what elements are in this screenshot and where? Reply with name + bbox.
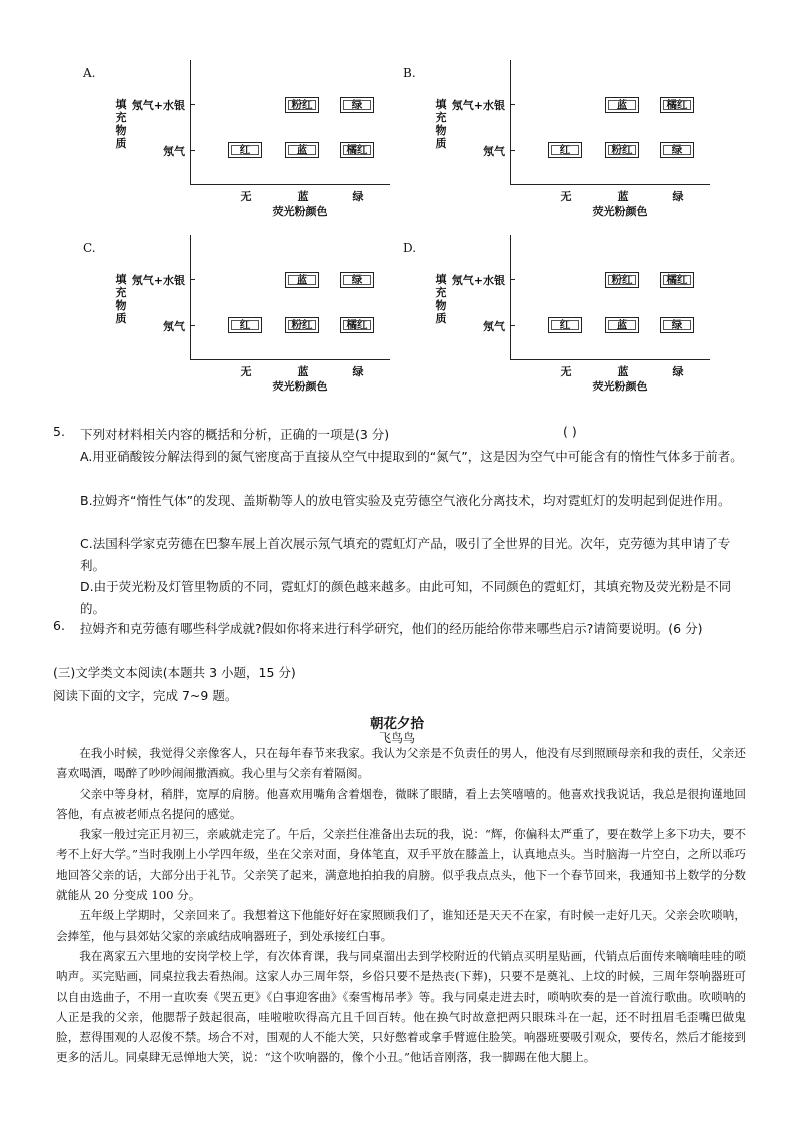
chart-x-tick-label: 无 xyxy=(560,190,572,203)
chart-x-axis-title: 荧光粉颜色 xyxy=(272,205,328,218)
chart-color-box: 绿 xyxy=(340,97,374,113)
story-paragraph: 我在离家五六里地的安岗学校上学，有次体育课，我与同桌溜出去到学校附近的代销点买明星贴画，代销点后面传来嘀嘀哇哇的唢呐声。买完贴画，同桌拉我去看热闹。这家人办三周年祭，乡俗只要不是热丧(下葬)，只要不是奠礼、上坟的时候，三周年祭响器班可以自由选曲子，不用一直吹奏《哭五更》《白事迎客曲》《秦雪梅吊孝》等。我与同桌走进去时，唢呐吹奏的是一首流行歌曲。吹唢呐的人正是我的父亲，他腮帮子鼓起很高，哇啦啦吹得高亢且千回百转。他在换气时故意把两只眼珠斗在一起，还不时扭眉毛歪嘴巴做鬼脸，惹得围观的人忍俊不禁。场合不对，围观的人不能大笑，只好憋着或拿手臂遮住脸笑。响器班要吸引观众，要传名，然后才能接到更多的活儿。同桌肆无忌惮地大笑，说：“这个吹响器的，像个小丑。”他话音刚落，我一脚踢在他大腿上。 xyxy=(56,948,746,1065)
chart-row-label: 氖气 xyxy=(483,145,505,158)
chart-x-axis xyxy=(190,359,390,360)
chart-tick xyxy=(190,104,195,105)
chart-color-box: 红 xyxy=(548,317,582,333)
option-chart xyxy=(400,60,730,230)
question-6-number: 6. xyxy=(53,618,65,633)
chart-color-box: 橘红 xyxy=(340,317,374,333)
chart-color-box: 蓝 xyxy=(605,317,639,333)
chart-color-box: 粉红 xyxy=(285,317,319,333)
chart-x-axis xyxy=(190,184,390,185)
story-paragraph: 在我小时候，我觉得父亲像客人，只在每年春节来我家。我认为父亲是不负责任的男人，他没有尽到照顾母亲和我的责任，父亲还喜欢喝酒，喝醉了吵吵闹闹撒酒疯。我心里与父亲有着隔阂。 xyxy=(56,746,746,781)
chart-y-axis xyxy=(510,235,511,359)
chart-y-axis-label: 填充物质 xyxy=(115,98,127,150)
chart-color-box: 橘红 xyxy=(660,97,694,113)
option-chart xyxy=(400,235,730,405)
chart-tick xyxy=(510,104,515,105)
chart-tick xyxy=(190,279,195,280)
chart-x-tick-label: 绿 xyxy=(352,190,364,203)
option-b: B.拉姆齐“惰性气体”的发现、盖斯勒等人的放电管实验及克劳德空气液化分离技术，均对霓虹灯的发明起到促进作用。 xyxy=(80,493,731,508)
chart-row-label: 氖气+水银 xyxy=(451,99,505,112)
chart-option-letter: D. xyxy=(403,241,417,255)
chart-x-tick-label: 蓝 xyxy=(617,365,629,378)
section-heading: (三)文学类文本阅读(本题共 3 小题，15 分) xyxy=(53,665,296,680)
chart-x-tick-label: 绿 xyxy=(352,365,364,378)
chart-color-box: 橘红 xyxy=(340,142,374,158)
chart-y-axis xyxy=(190,235,191,359)
chart-row-label: 氖气 xyxy=(483,320,505,333)
chart-color-box: 粉红 xyxy=(605,142,639,158)
question-5-number: 5. xyxy=(53,424,65,439)
chart-color-box: 红 xyxy=(228,317,262,333)
chart-color-box: 绿 xyxy=(660,142,694,158)
chart-x-tick-label: 蓝 xyxy=(617,190,629,203)
story-title: 朝花夕拾 xyxy=(370,716,424,732)
chart-x-tick-label: 无 xyxy=(240,190,252,203)
chart-color-box: 蓝 xyxy=(285,272,319,288)
chart-color-box: 粉红 xyxy=(285,97,319,113)
chart-x-axis xyxy=(510,359,710,360)
chart-tick xyxy=(510,150,515,151)
option-chart xyxy=(80,60,410,230)
chart-y-axis-label: 填充物质 xyxy=(435,98,447,150)
story-paragraph: 父亲中等身材，稍胖，宽厚的肩膀。他喜欢用嘴角含着烟卷，微眯了眼睛，看上去笑嘻嘻的。他喜欢找我说话，我总是很拘谨地回答他，有点被老师点名提问的感觉。 xyxy=(56,786,746,821)
chart-x-tick-label: 无 xyxy=(560,365,572,378)
chart-y-axis-label: 填充物质 xyxy=(435,273,447,325)
chart-row-label: 氖气 xyxy=(163,320,185,333)
option-a: A.用亚硝酸铵分解法得到的氮气密度高于直接从空气中提取到的“氮气”，这是因为空气中可能含有的惰性气体多于前者。 xyxy=(80,449,743,464)
chart-y-axis xyxy=(190,60,191,184)
option-d: D.由于荧光粉及灯管里物质的不同，霓虹灯的颜色越来越多。由此可知，不同颜色的霓虹灯，其填充物及荧光粉是不同的。 xyxy=(80,579,732,616)
chart-option-letter: A. xyxy=(83,66,96,80)
chart-y-axis xyxy=(510,60,511,184)
chart-color-box: 蓝 xyxy=(285,142,319,158)
chart-x-axis-title: 荧光粉颜色 xyxy=(592,205,648,218)
chart-y-axis-label: 填充物质 xyxy=(115,273,127,325)
option-chart xyxy=(80,235,410,405)
story-paragraph: 五年级上学期时，父亲回来了。我想着这下他能好好在家照顾我们了，谁知还是天天不在家，有时候一走好几天。父亲会吹唢呐，会捧笙，他与县郊姑父家的亲戚结成响器班子，到处承接红白事。 xyxy=(56,908,746,943)
chart-x-axis-title: 荧光粉颜色 xyxy=(272,380,328,393)
chart-x-tick-label: 无 xyxy=(240,365,252,378)
chart-option-letter: C. xyxy=(83,241,96,255)
story-author: 飞鸟鸟 xyxy=(378,731,415,745)
chart-tick xyxy=(190,325,195,326)
chart-color-box: 蓝 xyxy=(605,97,639,113)
answer-parentheses: ( ) xyxy=(563,424,577,439)
story-paragraph: 我家一般过完正月初三，亲戚就走完了。午后，父亲拦住准备出去玩的我，说：“辉，你偏科太严重了，要在数学上多下功夫，要不考不上好大学。”当时我刚上小学四年级，坐在父亲对面，身体笔直，双手平放在膝盖上，认真地点头。当时脑海一片空白，之所以乖巧地回答父亲的话，大部分出于礼节。父亲笑了起来，满意地拍拍我的肩膀。似乎我点点头，他下一个春节回来，我通知书上数学的分数就能从 20 分变成 100 分。 xyxy=(56,827,746,903)
chart-tick xyxy=(190,150,195,151)
question-6-text: 拉姆齐和克劳德有哪些科学成就?假如你将来进行科学研究，他们的经历能给你带来哪些启示?请简要说明。(6 分) xyxy=(80,621,703,636)
chart-color-box: 粉红 xyxy=(605,272,639,288)
chart-x-axis-title: 荧光粉颜色 xyxy=(592,380,648,393)
option-c: C.法国科学家克劳德在巴黎车展上首次展示氖气填充的霓虹灯产品，吸引了全世界的目光。次年，克劳德为其申请了专利。 xyxy=(80,536,731,573)
chart-x-tick-label: 蓝 xyxy=(297,365,309,378)
chart-color-box: 橘红 xyxy=(660,272,694,288)
question-5-stem: 下列对材料相关内容的概括和分析，正确的一项是(3 分) xyxy=(80,427,390,442)
chart-row-label: 氖气+水银 xyxy=(451,274,505,287)
chart-x-tick-label: 绿 xyxy=(672,190,684,203)
chart-color-box: 绿 xyxy=(340,272,374,288)
chart-row-label: 氖气+水银 xyxy=(131,99,185,112)
chart-x-tick-label: 绿 xyxy=(672,365,684,378)
chart-row-label: 氖气 xyxy=(163,145,185,158)
chart-option-letter: B. xyxy=(403,66,416,80)
section-instruction: 阅读下面的文字，完成 7~9 题。 xyxy=(53,688,238,703)
chart-tick xyxy=(510,279,515,280)
chart-x-tick-label: 蓝 xyxy=(297,190,309,203)
chart-color-box: 红 xyxy=(548,142,582,158)
chart-tick xyxy=(510,325,515,326)
chart-color-box: 红 xyxy=(228,142,262,158)
chart-color-box: 绿 xyxy=(660,317,694,333)
story-body xyxy=(56,743,746,1068)
chart-row-label: 氖气+水银 xyxy=(131,274,185,287)
chart-x-axis xyxy=(510,184,710,185)
